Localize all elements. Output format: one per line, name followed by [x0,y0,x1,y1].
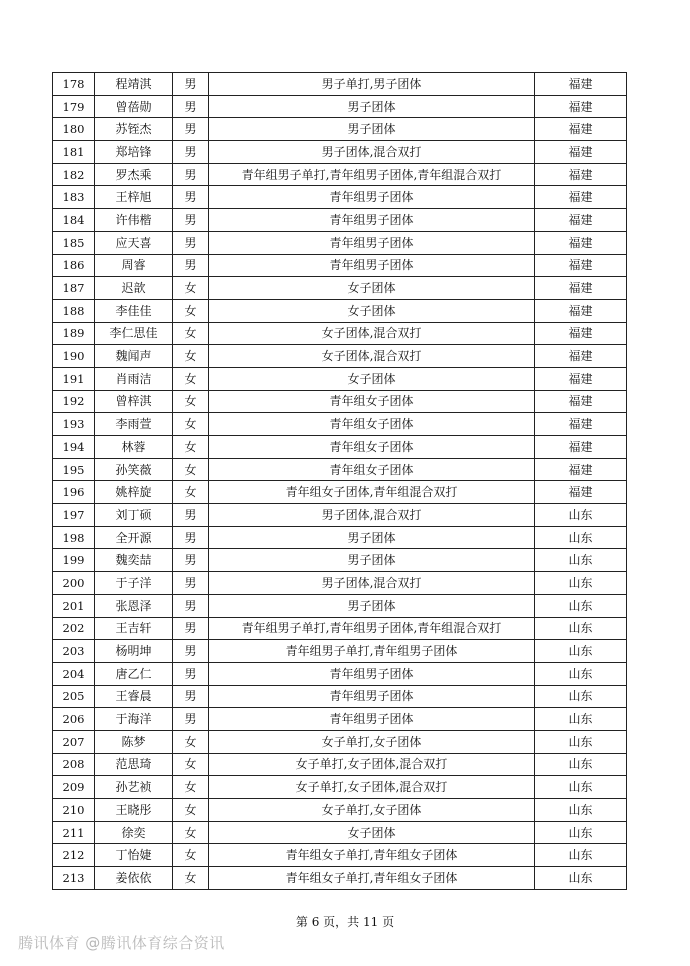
table-row [53,458,627,481]
gender-cell: 男 [173,640,209,663]
row-number-cell: 185 [53,231,95,254]
gender-cell: 男 [173,617,209,640]
events-cell: 青年组男子团体 [209,186,535,209]
province-cell: 福建 [535,95,627,118]
row-number-cell: 207 [53,730,95,753]
table-row [53,73,627,96]
gender-cell: 男 [173,594,209,617]
row-number-cell: 201 [53,594,95,617]
province-cell: 山东 [535,549,627,572]
table-row [53,163,627,186]
athlete-name-cell: 姚梓旋 [95,481,173,504]
table-row [53,299,627,322]
gender-cell: 男 [173,708,209,731]
row-number-cell: 181 [53,141,95,164]
athlete-name-cell: 唐乙仁 [95,662,173,685]
province-cell: 福建 [535,345,627,368]
row-number-cell: 203 [53,640,95,663]
table-row [53,708,627,731]
athlete-name-cell: 林蓉 [95,436,173,459]
events-cell: 男子单打,男子团体 [209,73,535,96]
table-row [53,367,627,390]
athlete-name-cell: 张恩泽 [95,594,173,617]
table-row [53,730,627,753]
province-cell: 福建 [535,186,627,209]
province-cell: 福建 [535,413,627,436]
table-row [53,844,627,867]
row-number-cell: 208 [53,753,95,776]
events-cell: 青年组男子团体 [209,708,535,731]
athlete-name-cell: 曾梓淇 [95,390,173,413]
table-row [53,572,627,595]
roster-table [52,72,627,890]
events-cell: 女子团体,混合双打 [209,322,535,345]
athlete-name-cell: 李仁思佳 [95,322,173,345]
events-cell: 女子团体 [209,299,535,322]
events-cell: 男子团体 [209,118,535,141]
province-cell: 山东 [535,844,627,867]
gender-cell: 女 [173,481,209,504]
province-cell: 福建 [535,141,627,164]
athlete-name-cell: 许伟楷 [95,209,173,232]
row-number-cell: 197 [53,504,95,527]
events-cell: 青年组女子单打,青年组女子团体 [209,844,535,867]
table-row [53,277,627,300]
row-number-cell: 182 [53,163,95,186]
province-cell: 福建 [535,118,627,141]
row-number-cell: 200 [53,572,95,595]
table-row [53,799,627,822]
province-cell: 山东 [535,572,627,595]
gender-cell: 男 [173,572,209,595]
athlete-name-cell: 陈梦 [95,730,173,753]
athlete-name-cell: 刘丁硕 [95,504,173,527]
athlete-name-cell: 魏奕喆 [95,549,173,572]
athlete-name-cell: 于子洋 [95,572,173,595]
athlete-name-cell: 全开源 [95,526,173,549]
province-cell: 福建 [535,322,627,345]
events-cell: 男子团体 [209,95,535,118]
table-row [53,776,627,799]
gender-cell: 女 [173,867,209,890]
gender-cell: 女 [173,367,209,390]
province-cell: 福建 [535,436,627,459]
province-cell: 山东 [535,594,627,617]
athlete-name-cell: 王晓彤 [95,799,173,822]
province-cell: 山东 [535,685,627,708]
gender-cell: 女 [173,277,209,300]
events-cell: 女子单打,女子团体,混合双打 [209,776,535,799]
events-cell: 青年组女子团体 [209,458,535,481]
province-cell: 山东 [535,662,627,685]
athlete-name-cell: 杨明坤 [95,640,173,663]
row-number-cell: 180 [53,118,95,141]
row-number-cell: 190 [53,345,95,368]
gender-cell: 女 [173,299,209,322]
athlete-name-cell: 程靖淇 [95,73,173,96]
province-cell: 福建 [535,254,627,277]
events-cell: 青年组女子单打,青年组女子团体 [209,867,535,890]
athlete-name-cell: 王吉轩 [95,617,173,640]
events-cell: 女子团体 [209,821,535,844]
row-number-cell: 187 [53,277,95,300]
province-cell: 福建 [535,390,627,413]
province-cell: 福建 [535,231,627,254]
province-cell: 山东 [535,776,627,799]
table-row [53,504,627,527]
province-cell: 山东 [535,617,627,640]
athlete-name-cell: 于海洋 [95,708,173,731]
events-cell: 青年组男子团体 [209,662,535,685]
row-number-cell: 206 [53,708,95,731]
roster-body [53,73,627,890]
gender-cell: 女 [173,322,209,345]
events-cell: 青年组女子团体 [209,436,535,459]
province-cell: 山东 [535,504,627,527]
gender-cell: 女 [173,821,209,844]
gender-cell: 男 [173,549,209,572]
gender-cell: 男 [173,526,209,549]
row-number-cell: 198 [53,526,95,549]
table-row [53,617,627,640]
row-number-cell: 205 [53,685,95,708]
table-row [53,481,627,504]
row-number-cell: 192 [53,390,95,413]
table-row [53,594,627,617]
table-row [53,209,627,232]
gender-cell: 男 [173,186,209,209]
table-row [53,867,627,890]
table-row [53,390,627,413]
athlete-name-cell: 郑培锋 [95,141,173,164]
gender-cell: 女 [173,390,209,413]
page-footer: 第 6 页，共 11 页 [295,915,395,929]
province-cell: 山东 [535,821,627,844]
athlete-name-cell: 魏闻声 [95,345,173,368]
events-cell: 男子团体,混合双打 [209,572,535,595]
events-cell: 青年组男子单打,青年组男子团体,青年组混合双打 [209,163,535,186]
row-number-cell: 202 [53,617,95,640]
province-cell: 山东 [535,640,627,663]
row-number-cell: 209 [53,776,95,799]
table-row [53,436,627,459]
province-cell: 山东 [535,526,627,549]
province-cell: 福建 [535,163,627,186]
table-row [53,118,627,141]
athlete-name-cell: 范思琦 [95,753,173,776]
athlete-name-cell: 李雨萱 [95,413,173,436]
watermark: 腾讯体育 @腾讯体育综合资讯 [18,934,225,952]
province-cell: 福建 [535,458,627,481]
table-row [53,662,627,685]
events-cell: 青年组女子团体,青年组混合双打 [209,481,535,504]
events-cell: 男子团体,混合双打 [209,141,535,164]
table-row [53,322,627,345]
events-cell: 男子团体,混合双打 [209,504,535,527]
table-row [53,141,627,164]
events-cell: 青年组男子单打,青年组男子团体,青年组混合双打 [209,617,535,640]
table-row [53,413,627,436]
gender-cell: 女 [173,345,209,368]
gender-cell: 男 [173,231,209,254]
table-row [53,95,627,118]
gender-cell: 男 [173,662,209,685]
athlete-name-cell: 徐奕 [95,821,173,844]
events-cell: 女子团体 [209,277,535,300]
athlete-name-cell: 王睿晨 [95,685,173,708]
gender-cell: 女 [173,776,209,799]
province-cell: 福建 [535,73,627,96]
gender-cell: 女 [173,436,209,459]
gender-cell: 男 [173,73,209,96]
events-cell: 女子单打,女子团体,混合双打 [209,753,535,776]
athlete-name-cell: 曾蓓勋 [95,95,173,118]
province-cell: 山东 [535,708,627,731]
events-cell: 女子单打,女子团体 [209,799,535,822]
row-number-cell: 195 [53,458,95,481]
province-cell: 福建 [535,209,627,232]
athlete-name-cell: 应天喜 [95,231,173,254]
gender-cell: 女 [173,753,209,776]
row-number-cell: 212 [53,844,95,867]
gender-cell: 男 [173,95,209,118]
province-cell: 山东 [535,867,627,890]
gender-cell: 女 [173,844,209,867]
table-row [53,345,627,368]
row-number-cell: 184 [53,209,95,232]
row-number-cell: 178 [53,73,95,96]
row-number-cell: 188 [53,299,95,322]
athlete-name-cell: 罗杰乘 [95,163,173,186]
gender-cell: 男 [173,141,209,164]
athlete-name-cell: 李佳佳 [95,299,173,322]
athlete-name-cell: 周睿 [95,254,173,277]
events-cell: 青年组男子团体 [209,685,535,708]
gender-cell: 女 [173,799,209,822]
row-number-cell: 196 [53,481,95,504]
row-number-cell: 186 [53,254,95,277]
gender-cell: 男 [173,504,209,527]
row-number-cell: 194 [53,436,95,459]
row-number-cell: 199 [53,549,95,572]
row-number-cell: 191 [53,367,95,390]
row-number-cell: 211 [53,821,95,844]
row-number-cell: 179 [53,95,95,118]
province-cell: 山东 [535,753,627,776]
events-cell: 青年组女子团体 [209,390,535,413]
table-row [53,254,627,277]
athlete-name-cell: 姜依依 [95,867,173,890]
row-number-cell: 213 [53,867,95,890]
gender-cell: 男 [173,209,209,232]
gender-cell: 男 [173,163,209,186]
province-cell: 山东 [535,730,627,753]
events-cell: 青年组男子单打,青年组男子团体 [209,640,535,663]
table-row [53,549,627,572]
row-number-cell: 183 [53,186,95,209]
gender-cell: 女 [173,458,209,481]
events-cell: 女子团体 [209,367,535,390]
gender-cell: 男 [173,118,209,141]
province-cell: 福建 [535,481,627,504]
events-cell: 青年组男子团体 [209,254,535,277]
table-row [53,640,627,663]
gender-cell: 女 [173,413,209,436]
row-number-cell: 204 [53,662,95,685]
athlete-name-cell: 丁怡婕 [95,844,173,867]
events-cell: 女子团体,混合双打 [209,345,535,368]
province-cell: 山东 [535,799,627,822]
events-cell: 女子单打,女子团体 [209,730,535,753]
events-cell: 青年组男子团体 [209,231,535,254]
athlete-name-cell: 孙艺祯 [95,776,173,799]
table-row [53,753,627,776]
gender-cell: 男 [173,685,209,708]
table-row [53,685,627,708]
row-number-cell: 193 [53,413,95,436]
province-cell: 福建 [535,277,627,300]
province-cell: 福建 [535,367,627,390]
gender-cell: 女 [173,730,209,753]
athlete-name-cell: 迟歆 [95,277,173,300]
table-row [53,186,627,209]
events-cell: 男子团体 [209,526,535,549]
events-cell: 男子团体 [209,549,535,572]
athlete-name-cell: 孙笑薇 [95,458,173,481]
table-row [53,821,627,844]
row-number-cell: 189 [53,322,95,345]
table-row [53,231,627,254]
athlete-name-cell: 肖雨洁 [95,367,173,390]
athlete-name-cell: 苏铚杰 [95,118,173,141]
province-cell: 福建 [535,299,627,322]
events-cell: 青年组男子团体 [209,209,535,232]
gender-cell: 男 [173,254,209,277]
table-row [53,526,627,549]
events-cell: 男子团体 [209,594,535,617]
row-number-cell: 210 [53,799,95,822]
athlete-name-cell: 王梓旭 [95,186,173,209]
events-cell: 青年组女子团体 [209,413,535,436]
